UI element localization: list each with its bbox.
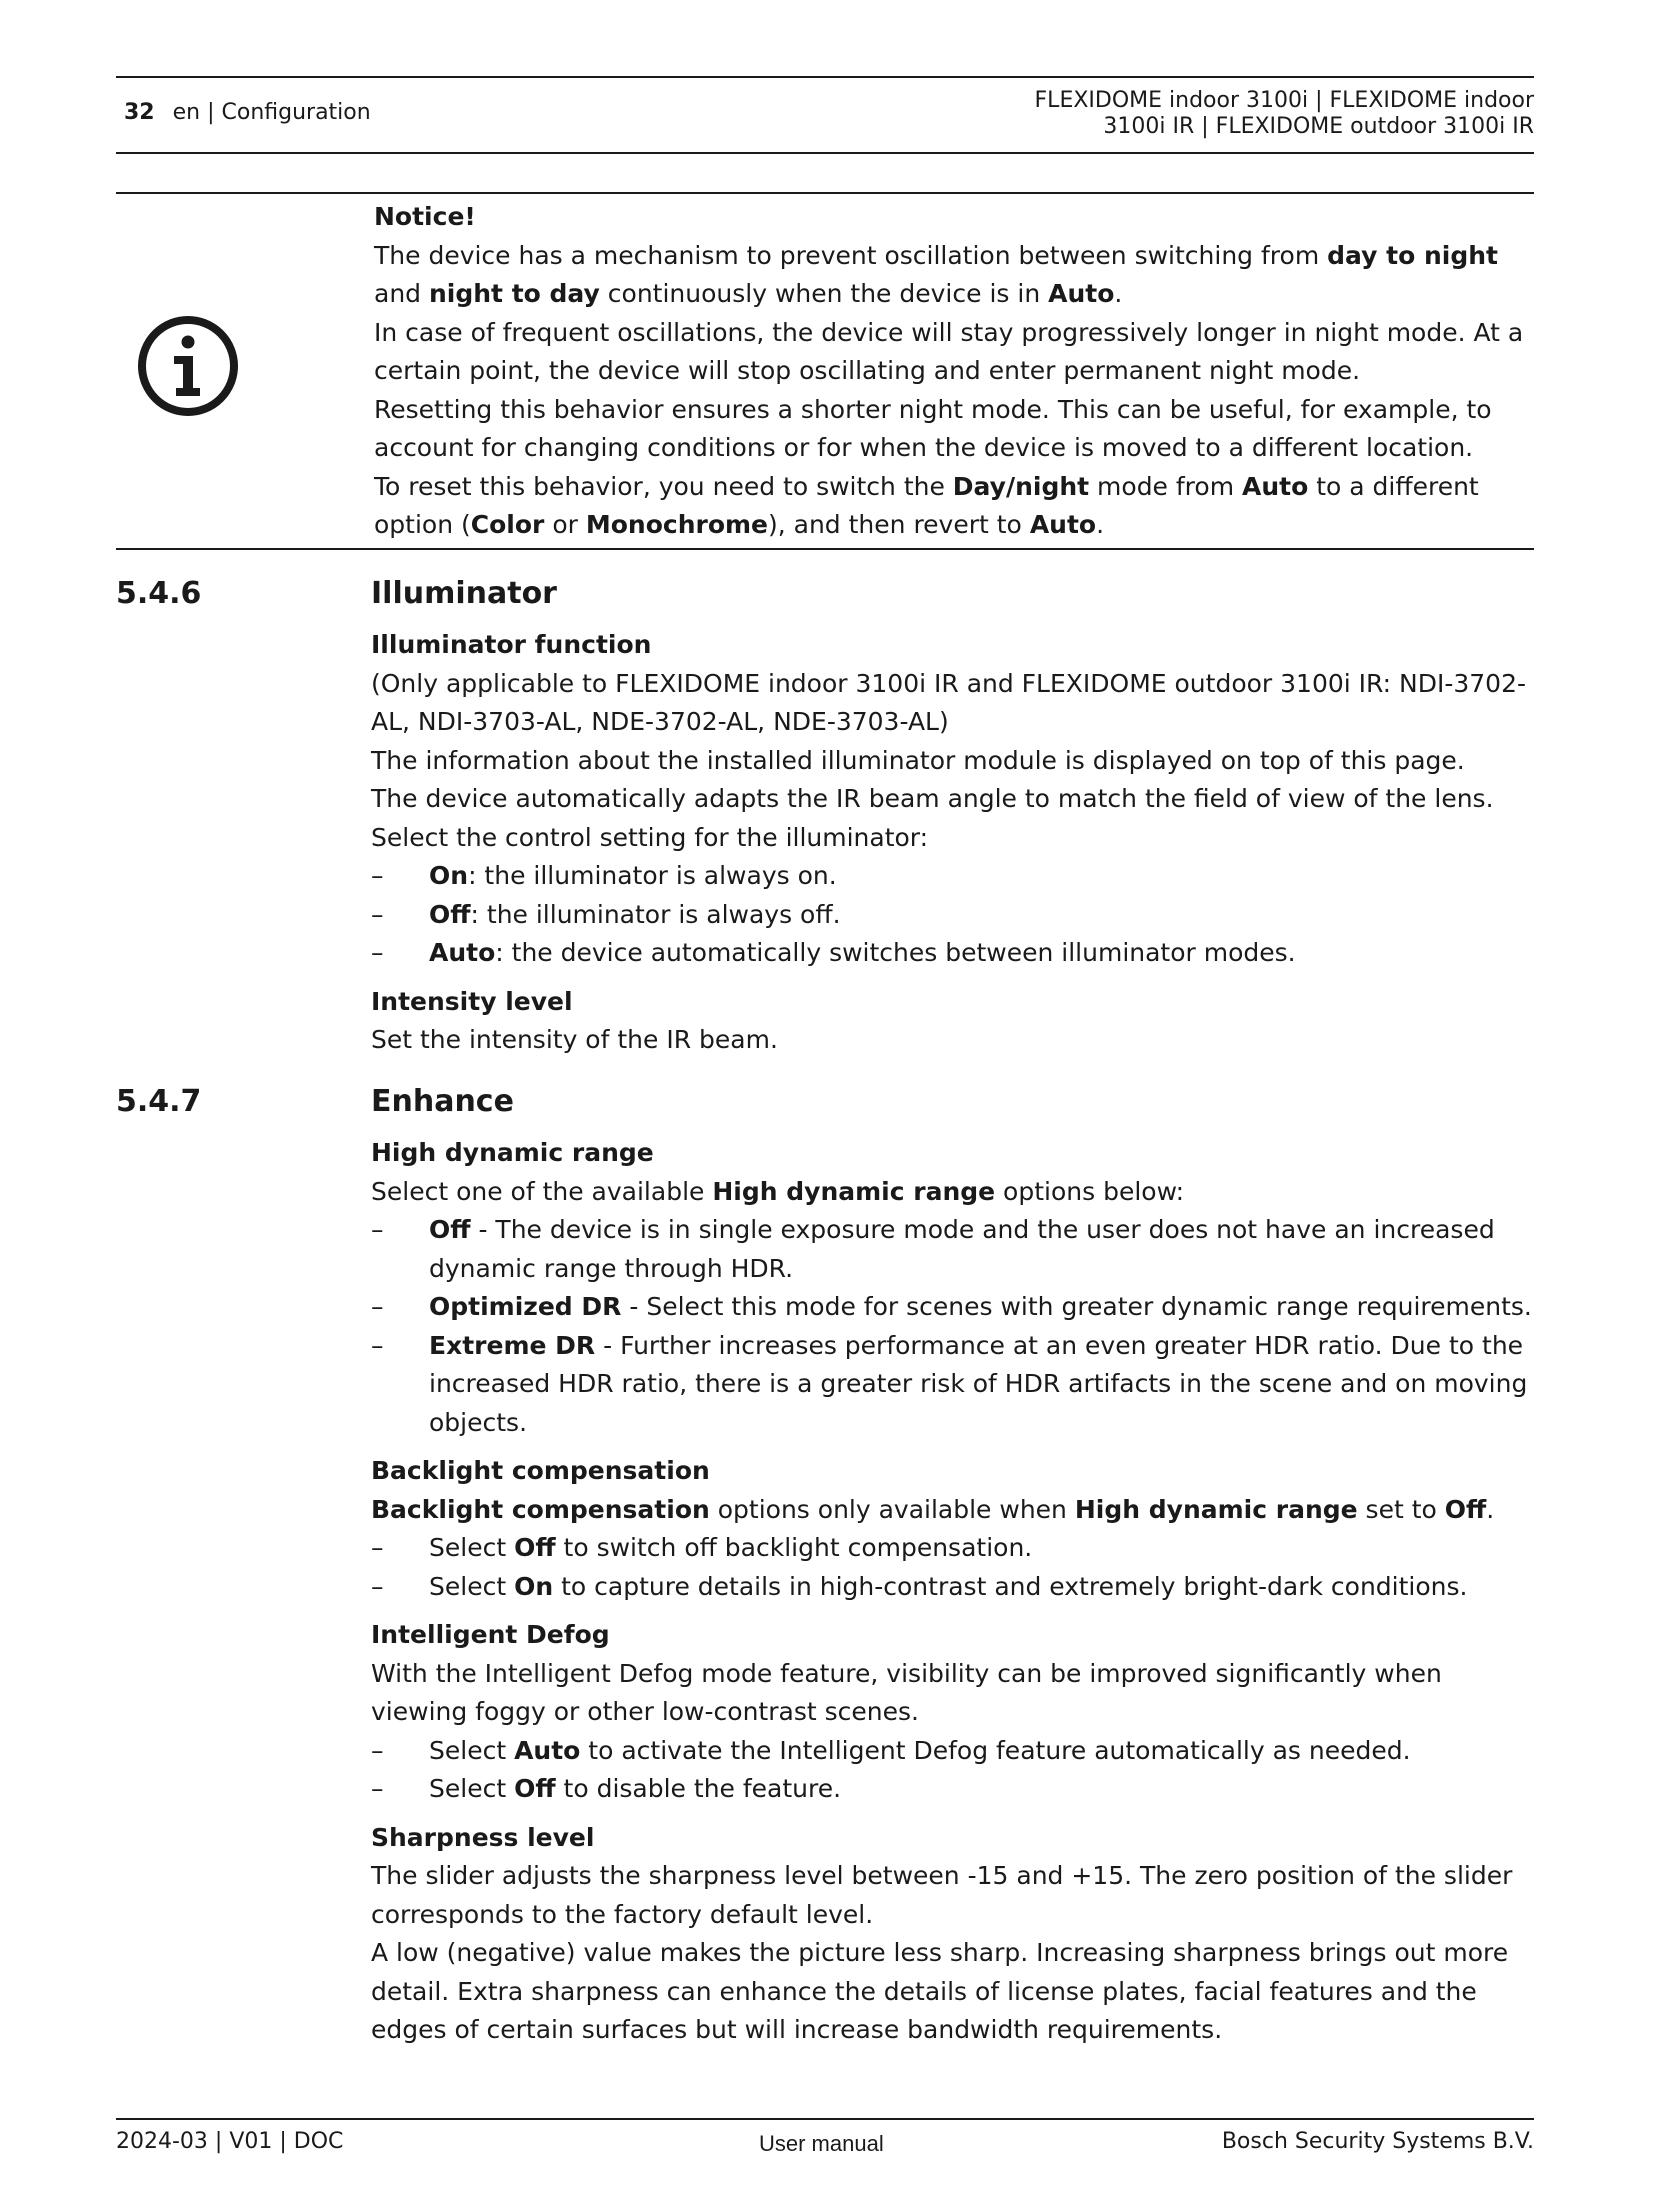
intensity-text: Set the intensity of the IR beam. [371, 1025, 778, 1054]
footer-doc-info: 2024-03 | V01 | DOC [116, 2129, 344, 2154]
notice-paragraph-3: Resetting this behavior ensures a shorter night mode. This can be useful, for example, to account for changing conditions or for when the device is moved to a different location. [374, 394, 1492, 462]
header-section: en | Configuration [172, 100, 371, 125]
notice-paragraph-2: In case of frequent oscillations, the device will stay progressively longer in night mode. At a certain point, the device will stop oscillating and enter permanent night mode. [374, 317, 1524, 385]
info-icon [136, 314, 240, 418]
notice-box [374, 198, 1539, 545]
notice-title: Notice! [374, 202, 476, 231]
list-item: – Off - The device is in single exposure mode and the user does not have an increased dynamic range through HDR. [371, 1215, 1495, 1283]
page-number: 32 [124, 100, 155, 125]
section-title-illuminator: Illuminator [371, 576, 557, 611]
header-top-rule [116, 76, 1534, 78]
sharpness-paragraph-1: The slider adjusts the sharpness level between -15 and +15. The zero position of the slider corresponds to the factory default level. [371, 1861, 1513, 1929]
sharpness-heading: Sharpness level [371, 1822, 595, 1852]
blc-heading: Backlight compensation [371, 1456, 710, 1485]
list-item: – Extreme DR - Further increases performance at an even greater HDR ratio. Due to the increased HDR ratio, there is a greater risk of HDR artifacts in the scene and on moving objects. [371, 1330, 1528, 1437]
list-item: – Optimized DR - Select this mode for scenes with greater dynamic range requirements. [371, 1292, 1532, 1321]
notice-paragraph-1: The device has a mechanism to prevent oscillation between switching from day to night and night to day continuously when the device is in Auto. [374, 240, 1498, 308]
notice-bottom-rule [116, 548, 1534, 550]
list-item: – Auto: the device automatically switches between illuminator modes. [371, 938, 1296, 967]
illuminator-section [371, 626, 1536, 1060]
section-title-enhance: Enhance [371, 1084, 514, 1119]
illuminator-function-heading: Illuminator function [371, 630, 652, 659]
header-product [834, 88, 1534, 140]
illuminator-paragraph-3: The device automatically adapts the IR beam angle to match the field of view of the lens. [371, 784, 1494, 813]
hdr-heading: High dynamic range [371, 1138, 654, 1167]
notice-paragraph-4: To reset this behavior, you need to switch the Day/night mode from Auto to a different option (Color or Monochrome), and then revert to Auto. [374, 471, 1479, 539]
hdr-intro: Select one of the available High dynamic range options below: [371, 1176, 1185, 1206]
list-item: – Off: the illuminator is always off. [371, 899, 841, 929]
footer-rule [116, 2118, 1534, 2120]
footer-company: Bosch Security Systems B.V. [1221, 2129, 1534, 2154]
defog-heading: Intelligent Defog [371, 1620, 610, 1649]
enhance-section [371, 1134, 1536, 2050]
footer-doc-type: User manual [759, 2131, 884, 2156]
defog-text: With the Intelligent Defog mode feature, visibility can be improved significantly when viewing foggy or other low-contrast scenes. [371, 1658, 1442, 1726]
list-item: – Select Auto to activate the Intelligent Defog feature automatically as needed. [371, 1735, 1411, 1765]
list-item: – Select On to capture details in high-contrast and extremely bright-dark conditions. [371, 1571, 1468, 1601]
header-product-line1: FLEXIDOME indoor 3100i | FLEXIDOME indoor [1034, 88, 1534, 113]
notice-top-rule [116, 192, 1534, 194]
blc-intro: Backlight compensation options only available when High dynamic range set to Off. [371, 1494, 1495, 1524]
header-bottom-rule [116, 152, 1534, 154]
intensity-heading: Intensity level [371, 986, 573, 1016]
section-number-illuminator: 5.4.6 [116, 576, 202, 611]
illuminator-paragraph-4: Select the control setting for the illuminator: [371, 822, 929, 852]
list-item: – Select Off to disable the feature. [371, 1774, 842, 1803]
illuminator-paragraph-2: The information about the installed illuminator module is displayed on top of this page. [371, 745, 1465, 775]
illuminator-paragraph-1: (Only applicable to FLEXIDOME indoor 3100i IR and FLEXIDOME outdoor 3100i IR: NDI-3702-AL, NDI-3703-AL, NDE-3702-AL, NDE-3703-AL) [371, 668, 1526, 736]
sharpness-paragraph-2: A low (negative) value makes the picture less sharp. Increasing sharpness brings out more detail. Extra sharpness can enhance the details of license plates, facial features and the edges of certain surfaces but will increase bandwidth requirements. [371, 1938, 1509, 2044]
list-item: – Select Off to switch off backlight compensation. [371, 1533, 1033, 1562]
list-item: – On: the illuminator is always on. [371, 861, 837, 890]
header-left [124, 100, 371, 125]
header-product-line2: 3100i IR | FLEXIDOME outdoor 3100i IR [1103, 114, 1534, 139]
section-number-enhance: 5.4.7 [116, 1084, 202, 1119]
